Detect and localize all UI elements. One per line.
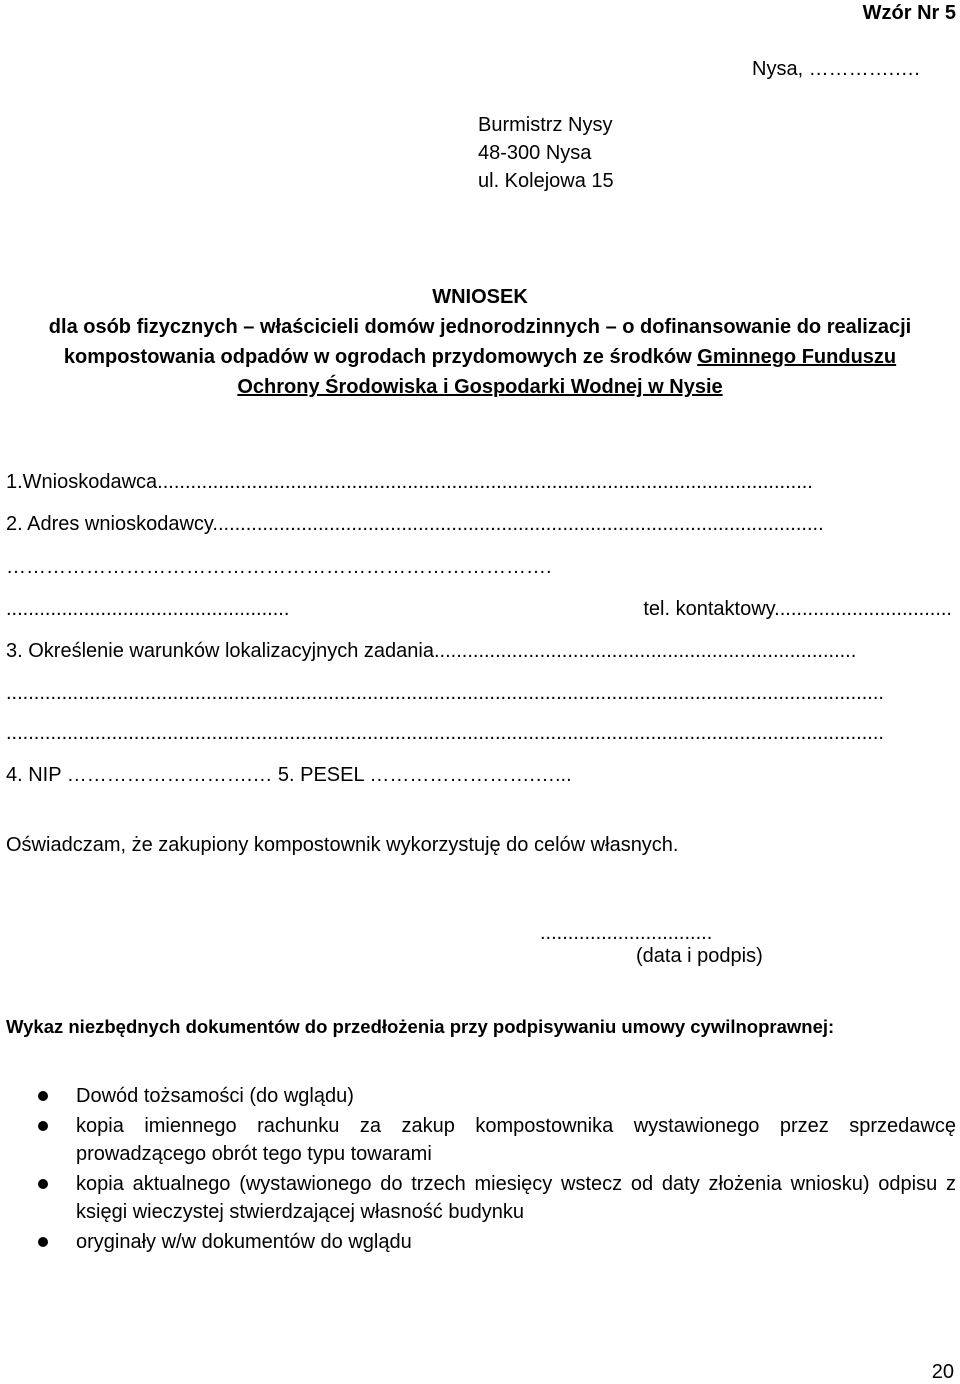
address-continuation: ………………………………………………………………………. [6,556,552,578]
page-number: 20 [931,1361,954,1383]
title-line-1: dla osób fizycznych – właścicieli domów jednorodzinnych – o dofinansowanie do realizacji [48,316,912,338]
address-field: 2. Adres wnioskodawcy.............................................................................................................. [6,513,824,535]
bullet-icon [38,1179,48,1189]
bullet-icon [38,1237,48,1247]
recipient-line-1: Burmistrz Nysy [478,114,613,136]
declaration: Oświadczam, że zakupiony kompostownik wykorzystuję do celów własnych. [6,834,679,856]
signature-label: (data i podpis) [636,945,763,967]
nip-pesel-line [6,764,572,787]
requirements-heading: Wykaz niezbędnych dokumentów do przedłożenia przy podpisywaniu umowy cywilnoprawnej: [6,1016,835,1037]
applicant-field: 1.Wnioskodawca...................................................................................................................... [6,471,813,493]
location-continuation-2: .............................................................................................................................................................. [6,722,884,744]
title-line-2 [30,342,930,372]
title-line-2-underlined: Gminnego Funduszu [697,346,897,368]
form-number: Wzór Nr 5 [862,2,956,24]
list-item: kopia imiennego rachunku za zakup kompostownika wystawionego przez sprzedawcę prowadzącego obrót tego typu towarami [34,1112,956,1168]
list-item: oryginały w/w dokumentów do wglądu [34,1228,956,1256]
signature-dots: ............................... [540,922,713,944]
location-continuation-1: .............................................................................................................................................................. [6,682,884,704]
place-date: Nysa, ………….…. [752,58,920,80]
nip-field: 4. NIP ……………………….… [6,764,278,786]
list-item: kopia aktualnego (wystawionego do trzech miesięcy wstecz od daty złożenia wniosku) odpisu z księgi wieczystej stwierdzającej własność budynku [34,1170,956,1226]
recipient-address [478,111,614,195]
document-title [30,282,930,402]
recipient-line-3: ul. Kolejowa 15 [478,170,614,192]
list-item: Dowód tożsamości (do wglądu) [34,1082,956,1110]
recipient-line-2: 48-300 Nysa [478,142,592,164]
requirements-list [34,1082,956,1258]
title-line-2-plain: kompostowania odpadów w ogrodach przydomowych ze środków [63,346,698,368]
bullet-icon [38,1121,48,1131]
title-main: WNIOSEK [432,286,528,308]
bullet-icon [38,1091,48,1101]
title-line-3: Ochrony Środowiska i Gospodarki Wodnej w Nysie [237,376,723,398]
phone-prefix-dots: ................................................... [6,598,290,620]
phone-field: tel. kontaktowy................................ [643,598,952,620]
location-field: 3. Określenie warunków lokalizacyjnych zadania............................................................................ [6,640,857,662]
pesel-field: 5. PESEL …………………….…... [277,764,572,786]
